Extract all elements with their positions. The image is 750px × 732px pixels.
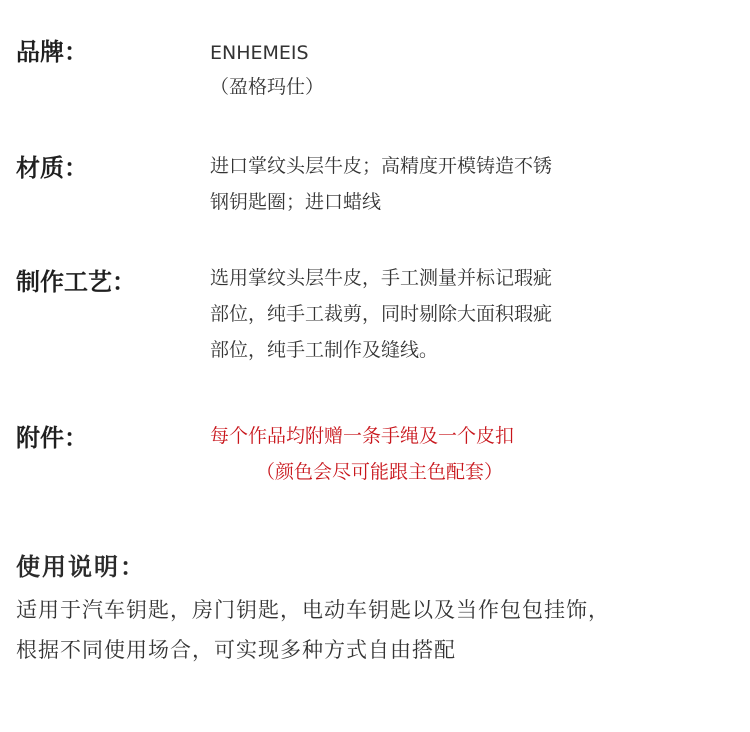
spec-value-material — [210, 148, 552, 220]
material-line-2: 钢钥匙圈；进口蜡线 — [210, 191, 382, 213]
brand-name: ENHEMEIS — [210, 42, 309, 64]
material-line-1: 进口掌纹头层牛皮；高精度开模铸造不锈 — [210, 155, 553, 177]
spec-label-material: 材质： — [16, 154, 88, 182]
spec-label-brand: 品牌： — [16, 38, 88, 66]
spec-value-craft — [210, 260, 552, 368]
accessories-line-1: 每个作品均附赠一条手绳及一个皮扣 — [210, 425, 515, 447]
spec-value-accessories — [210, 418, 514, 490]
craft-line-2: 部位，纯手工裁剪，同时剔除大面积瑕疵 — [210, 303, 553, 325]
usage-title: 使用说明： — [16, 553, 146, 581]
usage-body — [16, 590, 746, 670]
usage-section — [16, 550, 746, 670]
spec-label-craft: 制作工艺： — [16, 268, 136, 296]
spec-label-accessories: 附件： — [16, 424, 88, 452]
accessories-line-2: （颜色会尽可能跟主色配套） — [256, 461, 504, 483]
usage-line-1: 适用于汽车钥匙，房门钥匙，电动车钥匙以及当作包包挂饰， — [16, 598, 610, 622]
craft-line-1: 选用掌纹头层牛皮，手工测量并标记瑕疵 — [210, 267, 553, 289]
spec-value-brand — [210, 36, 324, 104]
brand-name-chinese: （盈格玛仕） — [210, 76, 325, 98]
craft-line-3: 部位，纯手工制作及缝线。 — [210, 339, 439, 361]
usage-line-2: 根据不同使用场合，可实现多种方式自由搭配 — [16, 638, 456, 662]
